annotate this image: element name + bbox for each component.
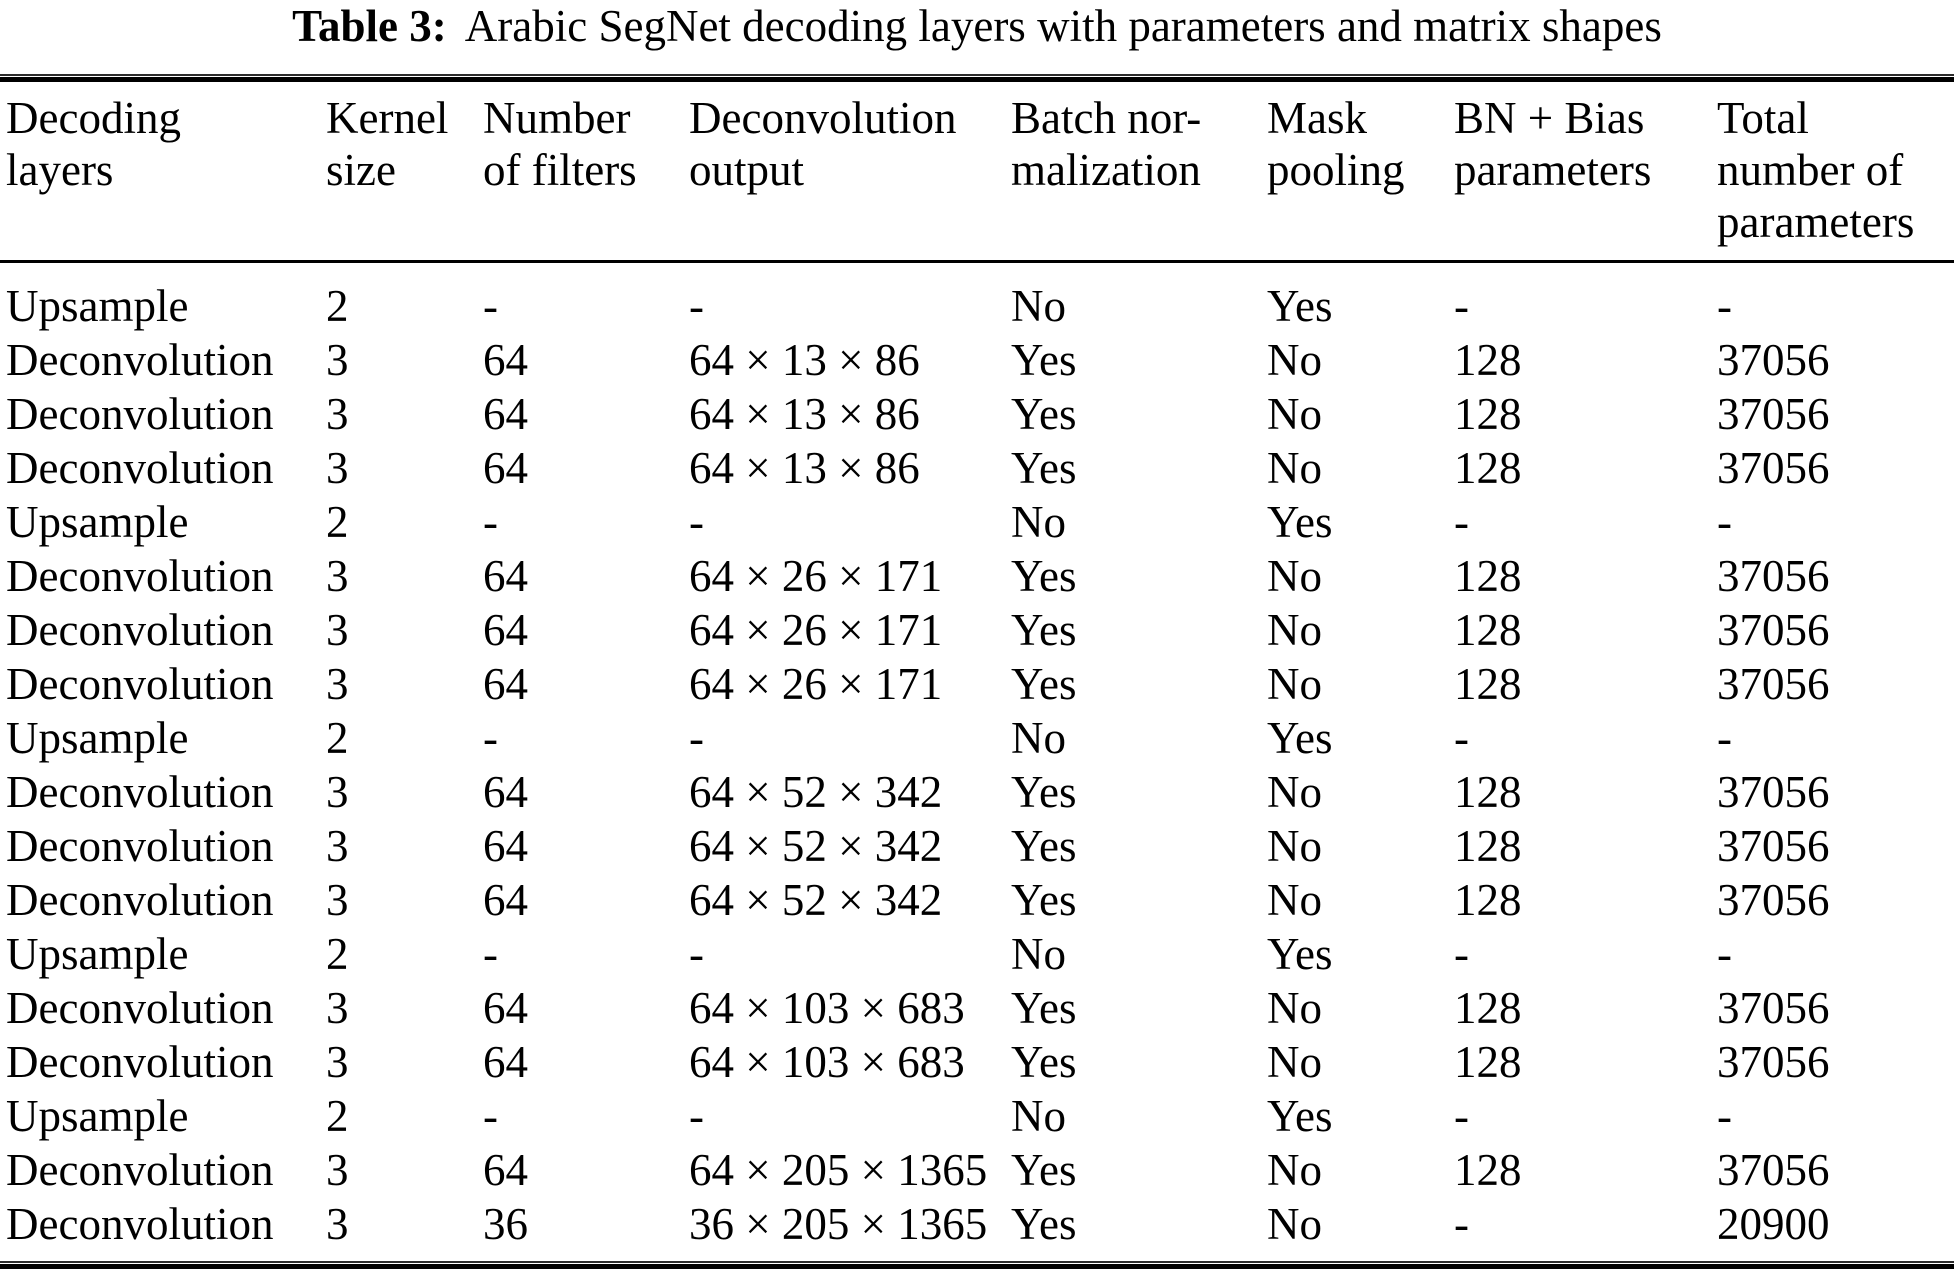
table-row	[0, 262, 1954, 334]
cell-mask-pooling: No	[1267, 983, 1322, 1033]
cell-num-filters: -	[483, 713, 498, 763]
column-header-bn-bias-params	[1454, 82, 1717, 262]
cell-batch-norm: No	[1011, 929, 1066, 979]
cell-num-filters: 64	[483, 983, 528, 1033]
cell-num-filters: -	[483, 929, 498, 979]
header-line: Deconvolution	[689, 93, 957, 143]
cell-num-filters: 64	[483, 659, 528, 709]
cell-bn-bias-params: 128	[1454, 767, 1522, 817]
cell-decoding-layers: Deconvolution	[6, 443, 274, 493]
cell-deconv-output: 64 × 26 × 171	[689, 551, 943, 601]
cell-kernel-size: 3	[326, 551, 349, 601]
cell-kernel-size: 3	[326, 605, 349, 655]
cell-mask-pooling: No	[1267, 1145, 1322, 1195]
cell-decoding-layers: Deconvolution	[6, 551, 274, 601]
cell-batch-norm: Yes	[1011, 821, 1077, 871]
cell-batch-norm: Yes	[1011, 767, 1077, 817]
cell-num-filters: 64	[483, 875, 528, 925]
cell-batch-norm: No	[1011, 1091, 1066, 1141]
cell-decoding-layers: Upsample	[6, 1091, 189, 1141]
cell-total-params: 37056	[1717, 821, 1830, 871]
table-row	[0, 495, 1954, 549]
cell-bn-bias-params: -	[1454, 713, 1469, 763]
table-row	[0, 873, 1954, 927]
cell-mask-pooling: No	[1267, 1037, 1322, 1087]
table-row	[0, 387, 1954, 441]
cell-num-filters: 64	[483, 443, 528, 493]
cell-total-params: -	[1717, 929, 1732, 979]
cell-mask-pooling: No	[1267, 767, 1322, 817]
cell-mask-pooling: No	[1267, 875, 1322, 925]
cell-batch-norm: Yes	[1011, 983, 1077, 1033]
cell-num-filters: 64	[483, 389, 528, 439]
caption-text: Arabic SegNet decoding layers with parameters and matrix shapes	[464, 1, 1662, 51]
cell-batch-norm: No	[1011, 713, 1066, 763]
cell-decoding-layers: Deconvolution	[6, 1037, 274, 1087]
cell-decoding-layers: Upsample	[6, 497, 189, 547]
cell-total-params: 37056	[1717, 983, 1830, 1033]
column-header-decoding-layers	[0, 82, 326, 262]
header-line: Mask	[1267, 93, 1367, 143]
cell-bn-bias-params: -	[1454, 497, 1469, 547]
cell-bn-bias-params: -	[1454, 929, 1469, 979]
cell-kernel-size: 3	[326, 659, 349, 709]
cell-decoding-layers: Deconvolution	[6, 605, 274, 655]
cell-total-params: 37056	[1717, 1037, 1830, 1087]
cell-kernel-size: 3	[326, 821, 349, 871]
cell-deconv-output: 36 × 205 × 1365	[689, 1199, 988, 1249]
header-line: Total	[1717, 93, 1809, 143]
column-header-total-params	[1717, 82, 1954, 262]
table-header	[0, 82, 1954, 262]
cell-deconv-output: -	[689, 713, 704, 763]
cell-total-params: 20900	[1717, 1199, 1830, 1249]
cell-batch-norm: Yes	[1011, 605, 1077, 655]
cell-deconv-output: 64 × 13 × 86	[689, 389, 920, 439]
table-bottom-rule	[0, 1261, 1954, 1269]
cell-bn-bias-params: 128	[1454, 659, 1522, 709]
table-row	[0, 927, 1954, 981]
header-line: size	[326, 145, 396, 195]
cell-decoding-layers: Upsample	[6, 713, 189, 763]
cell-total-params: 37056	[1717, 551, 1830, 601]
cell-deconv-output: 64 × 205 × 1365	[689, 1145, 988, 1195]
cell-deconv-output: 64 × 52 × 342	[689, 767, 943, 817]
cell-kernel-size: 3	[326, 1199, 349, 1249]
cell-deconv-output: -	[689, 281, 704, 331]
header-line: output	[689, 145, 805, 195]
cell-batch-norm: No	[1011, 281, 1066, 331]
cell-kernel-size: 3	[326, 389, 349, 439]
caption-label: Table 3:	[292, 1, 447, 51]
table-caption	[0, 0, 1954, 52]
cell-kernel-size: 3	[326, 443, 349, 493]
column-header-deconv-output	[689, 82, 1011, 262]
column-header-batch-norm	[1011, 82, 1267, 262]
header-line: Number	[483, 93, 631, 143]
cell-decoding-layers: Deconvolution	[6, 1145, 274, 1195]
header-line: parameters	[1717, 197, 1915, 247]
cell-mask-pooling: No	[1267, 605, 1322, 655]
cell-bn-bias-params: 128	[1454, 1037, 1522, 1087]
table-row	[0, 1089, 1954, 1143]
cell-total-params: 37056	[1717, 443, 1830, 493]
cell-bn-bias-params: 128	[1454, 821, 1522, 871]
cell-kernel-size: 2	[326, 713, 349, 763]
cell-total-params: -	[1717, 281, 1732, 331]
table-row	[0, 333, 1954, 387]
decoding-layers-table	[0, 82, 1954, 1260]
cell-deconv-output: -	[689, 929, 704, 979]
cell-kernel-size: 3	[326, 983, 349, 1033]
cell-num-filters: 64	[483, 605, 528, 655]
cell-decoding-layers: Deconvolution	[6, 767, 274, 817]
cell-num-filters: 36	[483, 1199, 528, 1249]
header-row	[0, 82, 1954, 262]
cell-mask-pooling: No	[1267, 335, 1322, 385]
table-row	[0, 441, 1954, 495]
table-top-rule	[0, 74, 1954, 82]
cell-deconv-output: 64 × 103 × 683	[689, 1037, 965, 1087]
cell-total-params: 37056	[1717, 335, 1830, 385]
header-line: Decoding	[6, 93, 181, 143]
table-row	[0, 711, 1954, 765]
cell-batch-norm: Yes	[1011, 1199, 1077, 1249]
cell-batch-norm: No	[1011, 497, 1066, 547]
cell-kernel-size: 2	[326, 929, 349, 979]
cell-batch-norm: Yes	[1011, 1145, 1077, 1195]
cell-bn-bias-params: 128	[1454, 335, 1522, 385]
header-line: layers	[6, 145, 114, 195]
cell-deconv-output: 64 × 26 × 171	[689, 659, 943, 709]
cell-num-filters: 64	[483, 821, 528, 871]
cell-total-params: 37056	[1717, 605, 1830, 655]
cell-mask-pooling: Yes	[1267, 497, 1333, 547]
cell-bn-bias-params: 128	[1454, 443, 1522, 493]
cell-batch-norm: Yes	[1011, 1037, 1077, 1087]
cell-decoding-layers: Deconvolution	[6, 983, 274, 1033]
cell-mask-pooling: No	[1267, 389, 1322, 439]
table-body	[0, 262, 1954, 1261]
column-header-kernel-size	[326, 82, 483, 262]
table-row	[0, 1143, 1954, 1197]
cell-deconv-output: 64 × 26 × 171	[689, 605, 943, 655]
cell-kernel-size: 3	[326, 335, 349, 385]
cell-batch-norm: Yes	[1011, 389, 1077, 439]
header-line: malization	[1011, 145, 1201, 195]
cell-bn-bias-params: -	[1454, 1091, 1469, 1141]
cell-bn-bias-params: 128	[1454, 983, 1522, 1033]
cell-decoding-layers: Upsample	[6, 929, 189, 979]
table-row	[0, 1035, 1954, 1089]
header-line: parameters	[1454, 145, 1652, 195]
cell-decoding-layers: Deconvolution	[6, 335, 274, 385]
cell-decoding-layers: Deconvolution	[6, 659, 274, 709]
cell-total-params: -	[1717, 713, 1732, 763]
cell-decoding-layers: Upsample	[6, 281, 189, 331]
header-line: BN + Bias	[1454, 93, 1645, 143]
cell-num-filters: -	[483, 497, 498, 547]
cell-kernel-size: 2	[326, 497, 349, 547]
cell-mask-pooling: No	[1267, 443, 1322, 493]
cell-decoding-layers: Deconvolution	[6, 821, 274, 871]
cell-batch-norm: Yes	[1011, 659, 1077, 709]
cell-deconv-output: 64 × 13 × 86	[689, 335, 920, 385]
cell-deconv-output: -	[689, 1091, 704, 1141]
table-row	[0, 765, 1954, 819]
column-header-mask-pooling	[1267, 82, 1454, 262]
cell-num-filters: -	[483, 281, 498, 331]
cell-num-filters: 64	[483, 1145, 528, 1195]
cell-bn-bias-params: 128	[1454, 605, 1522, 655]
cell-mask-pooling: Yes	[1267, 713, 1333, 763]
header-line: Batch nor-	[1011, 93, 1202, 143]
header-line: number of	[1717, 145, 1904, 195]
cell-deconv-output: -	[689, 497, 704, 547]
table-row	[0, 819, 1954, 873]
cell-bn-bias-params: 128	[1454, 1145, 1522, 1195]
cell-bn-bias-params: -	[1454, 281, 1469, 331]
cell-mask-pooling: No	[1267, 821, 1322, 871]
header-line: of filters	[483, 145, 637, 195]
cell-decoding-layers: Deconvolution	[6, 389, 274, 439]
table-row	[0, 657, 1954, 711]
table-row	[0, 1197, 1954, 1260]
cell-mask-pooling: No	[1267, 659, 1322, 709]
cell-total-params: -	[1717, 1091, 1732, 1141]
cell-batch-norm: Yes	[1011, 443, 1077, 493]
cell-bn-bias-params: 128	[1454, 875, 1522, 925]
cell-num-filters: 64	[483, 551, 528, 601]
cell-deconv-output: 64 × 52 × 342	[689, 821, 943, 871]
cell-total-params: 37056	[1717, 659, 1830, 709]
cell-total-params: 37056	[1717, 389, 1830, 439]
cell-kernel-size: 2	[326, 1091, 349, 1141]
cell-num-filters: 64	[483, 1037, 528, 1087]
cell-deconv-output: 64 × 103 × 683	[689, 983, 965, 1033]
header-line: Kernel	[326, 93, 449, 143]
cell-total-params: 37056	[1717, 875, 1830, 925]
table-row	[0, 603, 1954, 657]
cell-mask-pooling: No	[1267, 1199, 1322, 1249]
cell-mask-pooling: Yes	[1267, 929, 1333, 979]
cell-bn-bias-params: 128	[1454, 551, 1522, 601]
cell-mask-pooling: Yes	[1267, 281, 1333, 331]
cell-kernel-size: 3	[326, 1145, 349, 1195]
cell-kernel-size: 2	[326, 281, 349, 331]
cell-mask-pooling: No	[1267, 551, 1322, 601]
cell-kernel-size: 3	[326, 875, 349, 925]
cell-total-params: 37056	[1717, 767, 1830, 817]
cell-batch-norm: Yes	[1011, 335, 1077, 385]
column-header-num-filters	[483, 82, 689, 262]
cell-num-filters: 64	[483, 335, 528, 385]
cell-decoding-layers: Deconvolution	[6, 875, 274, 925]
cell-deconv-output: 64 × 13 × 86	[689, 443, 920, 493]
table-row	[0, 549, 1954, 603]
cell-kernel-size: 3	[326, 1037, 349, 1087]
cell-bn-bias-params: 128	[1454, 389, 1522, 439]
cell-bn-bias-params: -	[1454, 1199, 1469, 1249]
cell-batch-norm: Yes	[1011, 551, 1077, 601]
cell-total-params: -	[1717, 497, 1732, 547]
cell-deconv-output: 64 × 52 × 342	[689, 875, 943, 925]
cell-num-filters: -	[483, 1091, 498, 1141]
cell-batch-norm: Yes	[1011, 875, 1077, 925]
cell-total-params: 37056	[1717, 1145, 1830, 1195]
header-line: pooling	[1267, 145, 1405, 195]
cell-mask-pooling: Yes	[1267, 1091, 1333, 1141]
cell-num-filters: 64	[483, 767, 528, 817]
cell-kernel-size: 3	[326, 767, 349, 817]
table-row	[0, 981, 1954, 1035]
cell-decoding-layers: Deconvolution	[6, 1199, 274, 1249]
